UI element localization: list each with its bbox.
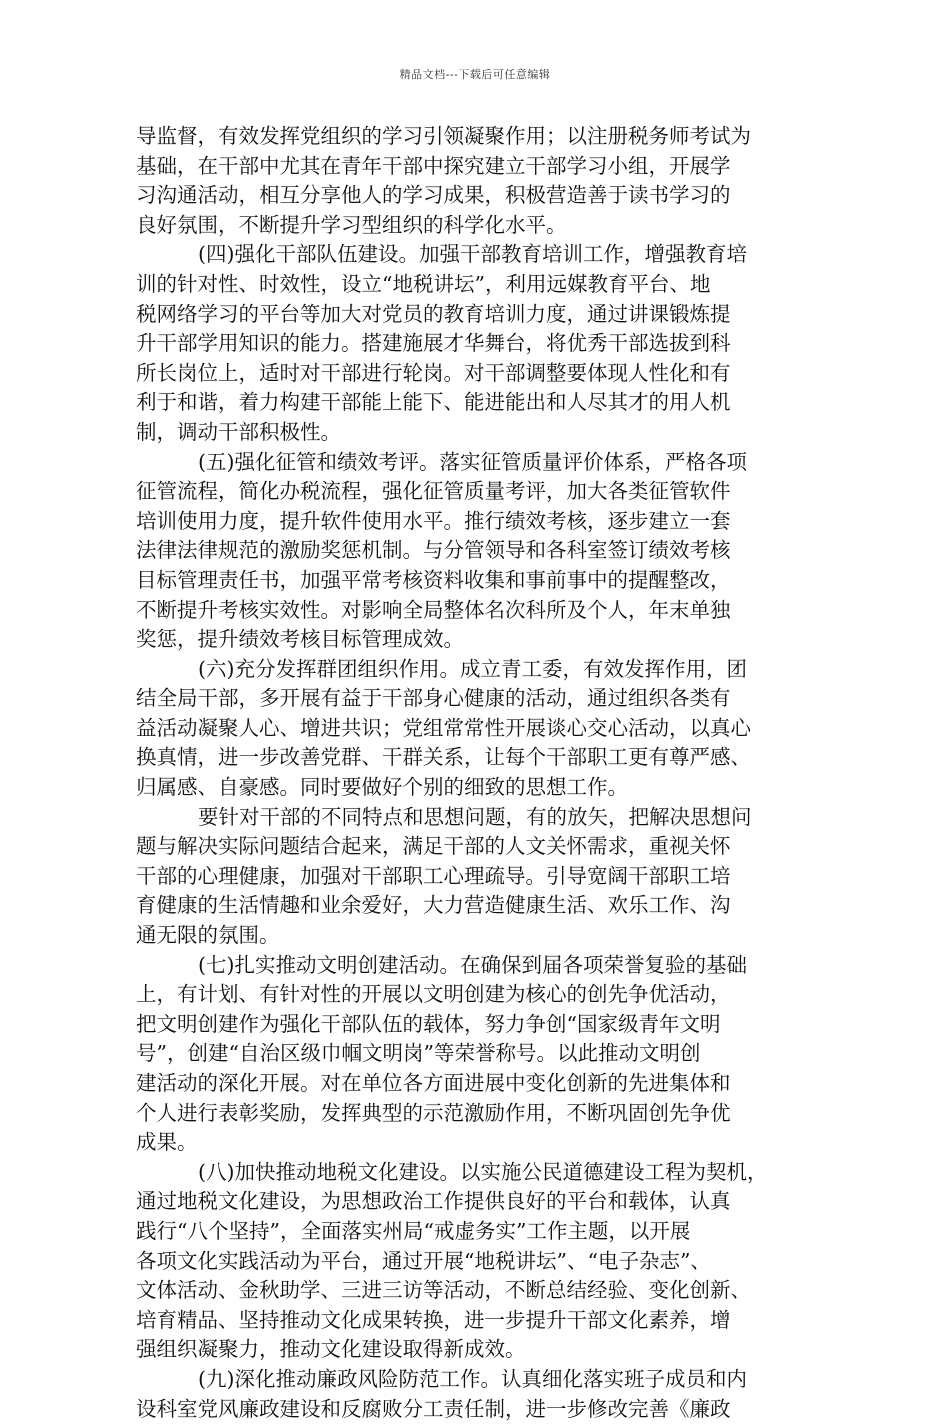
document-body	[136, 122, 820, 1424]
text-line: 个人进行表彰奖励，发挥典型的示范激励作用，不断巩固创先争优	[136, 1100, 731, 1125]
text-line: 设科室党风廉政建设和反腐败分工责任制，进一步修改完善《廉政	[136, 1396, 731, 1421]
text-line: 干部的心理健康，加强对干部职工心理疏导。引导宽阔干部职工培	[136, 863, 731, 888]
text-line: 文体活动、金秋助学、三进三访等活动，不断总结经验、变化创新、	[136, 1278, 751, 1303]
text-line: 题与解决实际问题结合起来，满足干部的人文关怀需求，重视关怀	[136, 834, 731, 859]
text-line: 习沟通活动，相互分享他人的学习成果，积极营造善于读书学习的	[136, 183, 731, 208]
text-line: 训的针对性、时效性，设立“地税讲坛”，利用远媒教育平台、地	[136, 271, 711, 296]
text-line: 强组织凝聚力，推动文化建设取得新成效。	[136, 1337, 526, 1362]
text-line: 法律法律规范的激励奖惩机制。与分管领导和各科室签订绩效考核	[136, 538, 731, 563]
text-line: 践行“八个坚持”，全面落实州局“戒虚务实”工作主题，以开展	[136, 1218, 691, 1243]
text-line: 换真情，进一步改善党群、干群关系，让每个干部职工更有尊严感、	[136, 745, 751, 770]
text-line: 培育精品、坚持推动文化成果转换，进一步提升干部文化素养，增	[136, 1307, 731, 1332]
text-line: 上，有计划、有针对性的开展以文明创建为核心的创先争优活动，	[136, 982, 731, 1007]
text-line: 良好氛围，不断提升学习型组织的科学化水平。	[136, 212, 567, 237]
text-line: 要针对干部的不同特点和思想问题，有的放矢，把解决思想问	[198, 804, 752, 829]
text-line: 通无限的氛围。	[136, 923, 280, 948]
text-line: 奖惩，提升绩效考核目标管理成效。	[136, 627, 464, 652]
text-line: 号”，创建“自治区级巾帼文明岗”等荣誉称号。以此推动文明创	[136, 1041, 701, 1066]
text-line: 导监督，有效发挥党组织的学习引领凝聚作用；以注册税务师考试为	[136, 124, 751, 148]
text-line: 益活动凝聚人心、增进共识；党组常常性开展谈心交心活动，以真心	[136, 715, 751, 740]
text-line: 把文明创建作为强化干部队伍的载体，努力争创“国家级青年文明	[136, 1011, 721, 1036]
text-line: 利于和谐，着力构建干部能上能下、能进能出和人尽其才的用人机	[136, 390, 731, 415]
text-line: 基础，在干部中尤其在青年干部中探究建立干部学习小组，开展学	[136, 153, 731, 178]
text-line: 税网络学习的平台等加大对党员的教育培训力度，通过讲课锻炼提	[136, 301, 731, 326]
text-line: (九)深化推动廉政风险防范工作。认真细化落实班子成员和内	[198, 1366, 747, 1391]
text-line: (五)强化征管和绩效考评。落实征管质量评价体系，严格各项	[198, 449, 747, 474]
page-header: 精品文档---下载后可任意编辑	[399, 68, 551, 81]
text-line: 建活动的深化开展。对在单位各方面进展中变化创新的先进集体和	[136, 1071, 731, 1095]
text-line: 成果。	[136, 1130, 198, 1155]
text-line: (七)扎实推动文明创建活动。在确保到届各项荣誉复验的基础	[198, 952, 747, 977]
text-line: 结全局干部，多开展有益于干部身心健康的活动，通过组织各类有	[136, 686, 731, 711]
text-line: 目标管理责任书，加强平常考核资料收集和事前事中的提醒整改，	[136, 567, 731, 592]
text-line: 通过地税文化建设，为思想政治工作提供良好的平台和载体，认真	[136, 1189, 731, 1214]
text-line: 所长岗位上，适时对干部进行轮岗。对干部调整要体现人性化和有	[136, 360, 731, 385]
text-line: (六)充分发挥群团组织作用。成立青工委，有效发挥作用，团	[198, 656, 747, 681]
text-line: 归属感、自豪感。同时要做好个别的细致的思想工作。	[136, 775, 628, 800]
text-line: (八)加快推动地税文化建设。以实施公民道德建设工程为契机，	[198, 1159, 768, 1184]
text-line: 培训使用力度，提升软件使用水平。推行绩效考核，逐步建立一套	[136, 508, 731, 533]
text-line: 育健康的生活情趣和业余爱好，大力营造健康生活、欢乐工作、沟	[136, 893, 731, 918]
text-line: 升干部学用知识的能力。搭建施展才华舞台，将优秀干部选拔到科	[136, 331, 731, 356]
text-line: 制，调动干部积极性。	[136, 419, 341, 444]
text-line: 各项文化实践活动为平台，通过开展“地税讲坛”、“电子杂志”、	[136, 1248, 711, 1273]
text-line: 不断提升考核实效性。对影响全局整体名次科所及个人，年末单独	[136, 597, 731, 622]
text-line: 征管流程，简化办税流程，强化征管质量考评，加大各类征管软件	[136, 479, 731, 504]
text-line: (四)强化干部队伍建设。加强干部教育培训工作，增强教育培	[198, 242, 747, 267]
